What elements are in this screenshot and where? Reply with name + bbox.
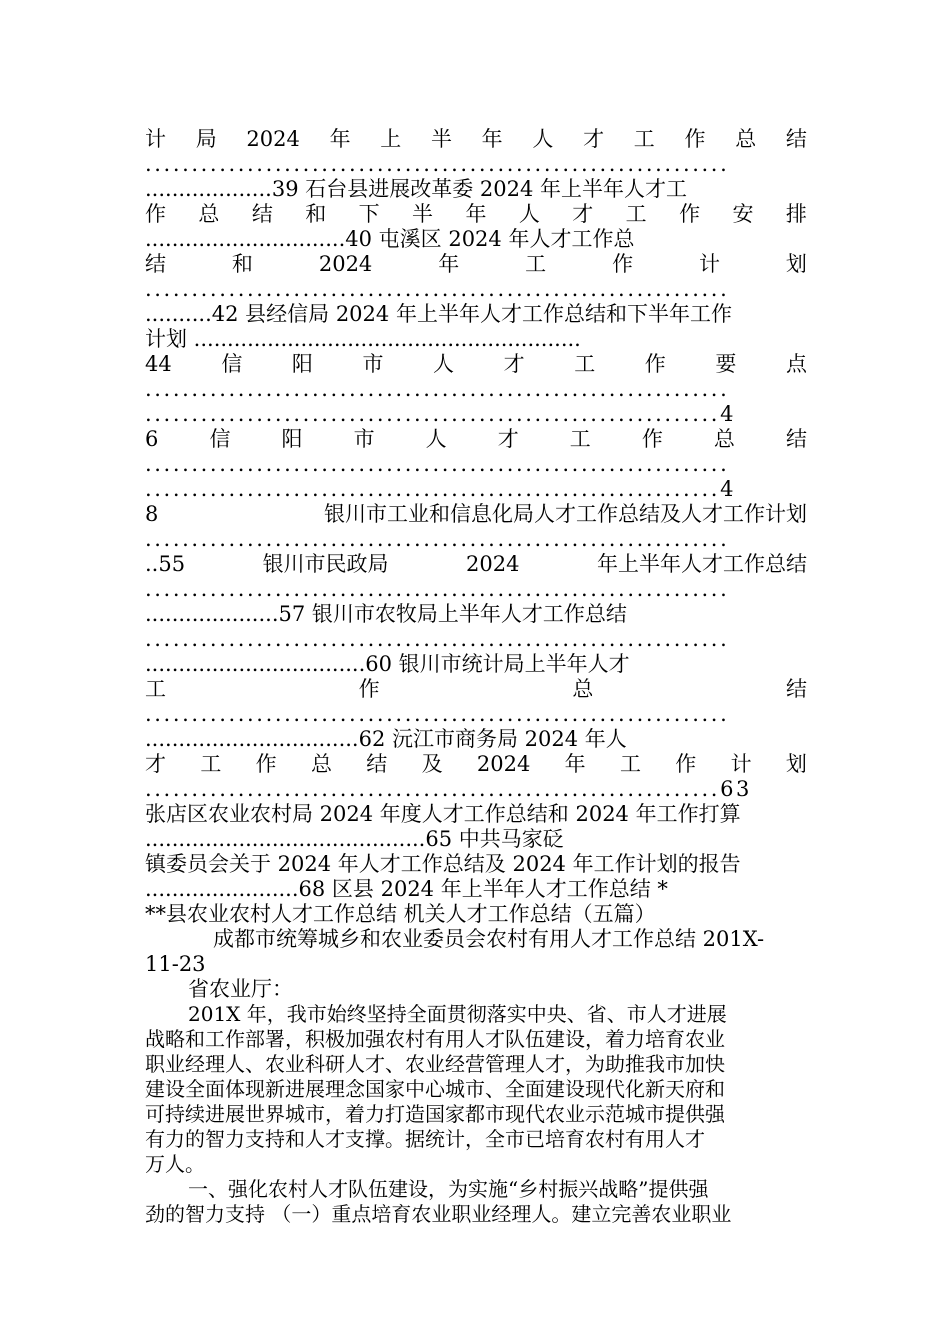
toc-word: 结: [145, 252, 166, 276]
toc-word: 2024: [246, 127, 300, 151]
toc-line: ...............................................................: [145, 527, 730, 551]
toc-word: 2024: [318, 252, 373, 276]
toc-word: 结: [785, 127, 807, 151]
toc-word: 2024: [466, 552, 520, 576]
toc-word: 点: [785, 352, 807, 376]
body-paragraph-line: 201X 年，我市始终坚持全面贯彻落实中央、省、市人才进展: [188, 1002, 727, 1026]
toc-word: 信: [209, 427, 231, 451]
toc-word: 总: [198, 202, 220, 226]
toc-line: [145, 676, 807, 702]
toc-word: 年: [481, 127, 503, 151]
toc-word: 工: [633, 127, 655, 151]
toc-word: 工: [200, 752, 222, 776]
toc-word: 半: [412, 202, 434, 226]
toc-word: 才: [145, 752, 166, 776]
toc-word: 作: [684, 127, 706, 151]
toc-line: ...............................................................: [145, 277, 730, 301]
toc-word: 作: [675, 752, 697, 776]
toc-word: 半: [430, 127, 452, 151]
toc-word: 才: [572, 202, 594, 226]
toc-word: 作: [641, 427, 663, 451]
toc-line: [145, 351, 807, 377]
toc-line: ..............................................................4: [145, 402, 737, 426]
toc-word: 才: [497, 427, 519, 451]
toc-line: ...................39 石台县进展改革委 2024 年上半年人才工: [145, 177, 688, 201]
toc-word: 工: [569, 427, 591, 451]
heading-line: 成都市统筹城乡和农业委员会农村有用人才工作总结 201X-: [213, 927, 765, 951]
toc-line: 张店区农业农村局 2024 年度人才工作总结和 2024 年工作打算: [145, 802, 741, 826]
toc-word: 和: [305, 202, 327, 226]
toc-line: [145, 551, 807, 577]
toc-word: 市: [353, 427, 375, 451]
toc-word: 作: [255, 752, 277, 776]
toc-word: 年: [465, 202, 487, 226]
toc-line: [145, 126, 807, 152]
toc-line: 计划 ..........................................................: [145, 327, 581, 351]
toc-line: 镇委员会关于 2024 年人才工作总结及 2024 年工作计划的报告: [145, 852, 741, 876]
toc-word: 阳: [281, 427, 303, 451]
toc-line: ................................62 沅江市商务局 2024 年人: [145, 727, 627, 751]
toc-word: 8: [145, 502, 159, 526]
toc-word: 银川市民政局: [262, 552, 389, 576]
toc-word: 44: [145, 352, 172, 376]
body-paragraph-line: 战略和工作部署，积极加强农村有用人才队伍建设，着力培育农业: [145, 1027, 725, 1051]
toc-word: 要: [715, 352, 737, 376]
body-paragraph-line: 建设全面体现新进展理念国家中心城市、全面建设现代化新天府和: [145, 1077, 725, 1101]
body-paragraph-line: 万人。: [145, 1152, 205, 1176]
toc-line: ..........................................65 中共马家砭: [145, 827, 564, 851]
salutation: 省农业厅：: [188, 977, 293, 1001]
toc-word: 工: [145, 677, 166, 701]
toc-line: ..............................................................4: [145, 477, 737, 501]
toc-word: 作: [679, 202, 701, 226]
toc-word: 计: [145, 127, 166, 151]
toc-word: 结: [251, 202, 273, 226]
toc-word: 结: [785, 677, 807, 701]
toc-line: [145, 426, 807, 452]
toc-word: 总: [572, 677, 594, 701]
toc-word: 结: [366, 752, 388, 776]
toc-line: ..........42 县经信局 2024 年上半年人才工作总结和下半年工作: [145, 302, 732, 326]
toc-line: ..............................40 屯溪区 2024 年人才工作总: [145, 227, 635, 251]
toc-line: ..............................................................63: [145, 777, 752, 801]
toc-word: 才: [503, 352, 525, 376]
toc-word: 人: [433, 352, 455, 376]
toc-line: .......................68 区县 2024 年上半年人才工作总结 *: [145, 877, 668, 901]
body-paragraph-line: 一、强化农村人才队伍建设，为实施“乡村振兴战略”提供强: [188, 1177, 709, 1201]
toc-line: [145, 201, 807, 227]
toc-line: ...............................................................: [145, 452, 730, 476]
toc-word: 工: [525, 252, 547, 276]
toc-line: ...............................................................: [145, 627, 730, 651]
toc-word: 计: [698, 252, 720, 276]
date-line: 11-23: [145, 952, 206, 976]
toc-word: 2024: [476, 752, 531, 776]
body-paragraph-line: 劲的智力支持 （一）重点培育农业职业经理人。建立完善农业职业: [145, 1202, 732, 1226]
toc-line: **县农业农村人才工作总结 机关人才工作总结（五篇）: [145, 902, 656, 926]
toc-word: 作: [358, 677, 380, 701]
body-paragraph-line: 有力的智力支持和人才支撑。据统计，全市已培育农村有用人才: [145, 1127, 705, 1151]
toc-word: 排: [785, 202, 807, 226]
toc-word: 计: [730, 752, 752, 776]
toc-word: 工: [574, 352, 596, 376]
toc-word: 总: [735, 127, 757, 151]
toc-word: 及: [421, 752, 443, 776]
toc-line: ...............................................................: [145, 702, 730, 726]
toc-word: 总: [713, 427, 735, 451]
toc-word: 人: [425, 427, 447, 451]
toc-word: 总: [310, 752, 332, 776]
toc-word: 年: [329, 127, 351, 151]
toc-word: 工: [619, 752, 641, 776]
toc-word: 安: [732, 202, 754, 226]
toc-word: 下: [358, 202, 380, 226]
toc-word: 工: [625, 202, 647, 226]
toc-word: 信: [221, 352, 243, 376]
body-paragraph-line: 可持续进展世界城市，着力打造国家都市现代农业示范城市提供强: [145, 1102, 725, 1126]
toc-word: 才: [583, 127, 605, 151]
toc-word: 年: [438, 252, 460, 276]
toc-word: 市: [362, 352, 384, 376]
toc-word: 作: [644, 352, 666, 376]
toc-word: 上: [380, 127, 402, 151]
toc-line: ....................57 银川市农牧局上半年人才工作总结: [145, 602, 627, 626]
toc-word: 银川市工业和信息化局人才工作总结及人才工作计划: [324, 502, 807, 526]
toc-word: 结: [785, 427, 807, 451]
toc-line: ...............................................................: [145, 152, 730, 176]
toc-line: ...............................................................: [145, 377, 730, 401]
toc-word: 年上半年人才工作总结: [596, 552, 807, 576]
toc-line: .................................60 银川市统计局上半年人才: [145, 652, 630, 676]
toc-line: [145, 501, 807, 527]
toc-line: ...............................................................: [145, 577, 730, 601]
toc-word: 和: [231, 252, 253, 276]
toc-word: 人: [518, 202, 540, 226]
toc-word: 年: [564, 752, 586, 776]
toc-word: 划: [785, 752, 807, 776]
body-paragraph-line: 职业经理人、农业科研人才、农业经营管理人才，为助推我市加快: [145, 1052, 725, 1076]
toc-line: [145, 251, 807, 277]
toc-word: 局: [195, 127, 217, 151]
toc-word: 作: [612, 252, 634, 276]
toc-word: 6: [145, 427, 159, 451]
toc-line: [145, 751, 807, 777]
toc-word: ..55: [145, 552, 186, 576]
toc-word: 作: [145, 202, 166, 226]
toc-word: 人: [532, 127, 554, 151]
toc-word: 划: [785, 252, 807, 276]
toc-word: 阳: [291, 352, 313, 376]
